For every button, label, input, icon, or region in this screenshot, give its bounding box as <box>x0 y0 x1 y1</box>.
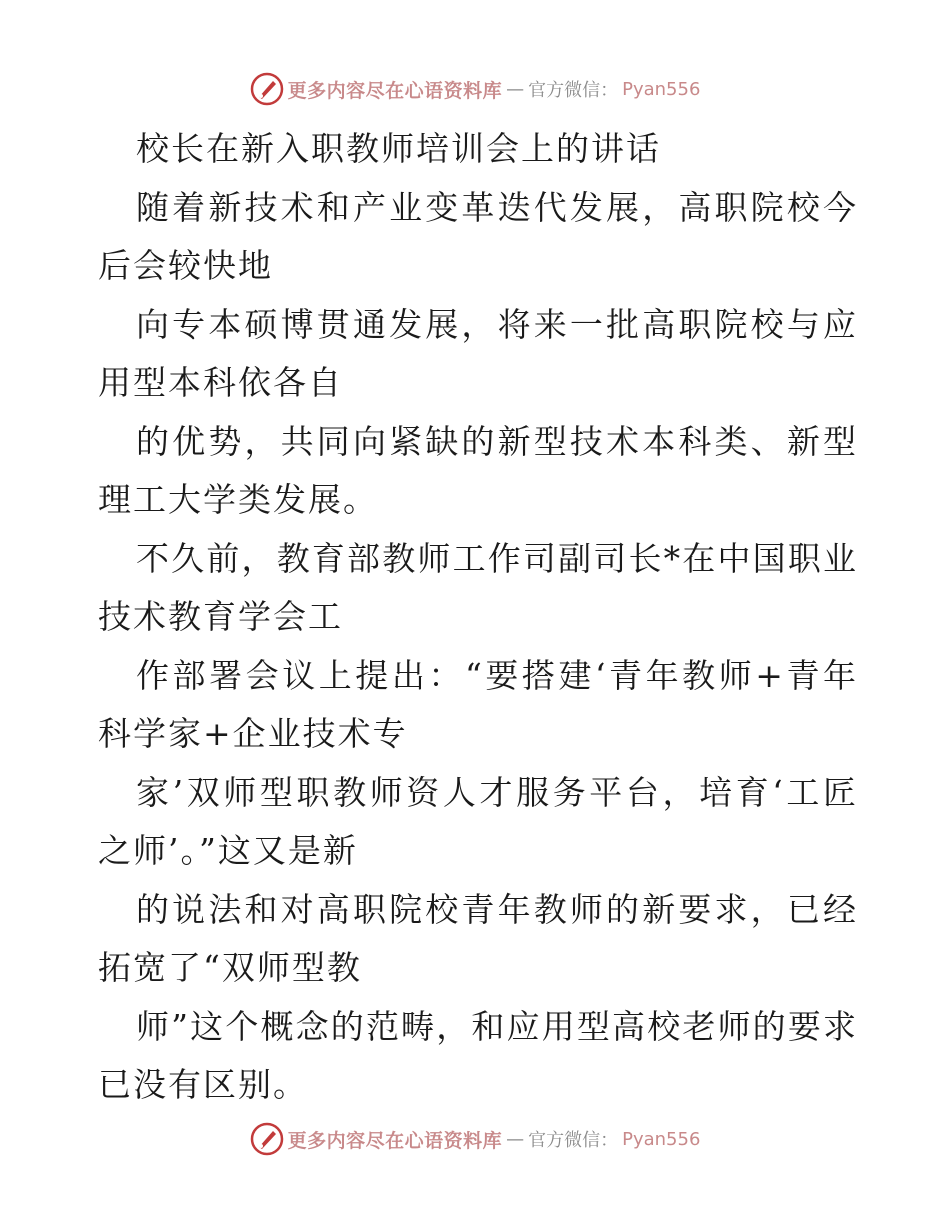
paragraph: 的说法和对高职院校青年教师的新要求，已经拓宽了“双师型教 <box>98 889 858 987</box>
pen-logo-icon <box>250 72 284 106</box>
paragraph: 师”这个概念的范畴，和应用型高校老师的要求已没有区别。 <box>98 1006 858 1104</box>
pen-logo-icon <box>250 1122 284 1156</box>
paragraph: 作部署会议上提出：“要搭建‘青年教师+青年科学家+企业技术专 <box>98 655 858 753</box>
watermark-sub-text: 官方微信： <box>528 1130 619 1151</box>
watermark-main-text: 更多内容尽在心语资料库 <box>287 79 503 102</box>
watermark-sub-text: 官方微信： <box>528 80 619 101</box>
footer-watermark <box>0 1122 950 1156</box>
watermark-dash: — <box>506 1128 525 1150</box>
header-watermark <box>0 72 950 106</box>
document-body <box>98 120 858 1115</box>
watermark-main-text: 更多内容尽在心语资料库 <box>287 1129 503 1152</box>
paragraph: 的优势，共同向紧缺的新型技术本科类、新型理工大学类发展。 <box>98 421 858 519</box>
document-title: 校长在新入职教师培训会上的讲话 <box>136 129 661 168</box>
watermark-dash: — <box>506 78 525 100</box>
watermark-wechat-id: Pyan556 <box>622 1128 701 1150</box>
watermark-wechat-id: Pyan556 <box>622 78 701 100</box>
paragraph: 家’双师型职教师资人才服务平台，培育‘工匠之师’。”这又是新 <box>98 772 858 870</box>
paragraph: 不久前，教育部教师工作司副司长*在中国职业技术教育学会工 <box>98 538 858 636</box>
paragraph: 向专本硕博贯通发展，将来一批高职院校与应用型本科依各自 <box>98 304 858 402</box>
paragraph: 随着新技术和产业变革迭代发展，高职院校今后会较快地 <box>98 187 858 285</box>
